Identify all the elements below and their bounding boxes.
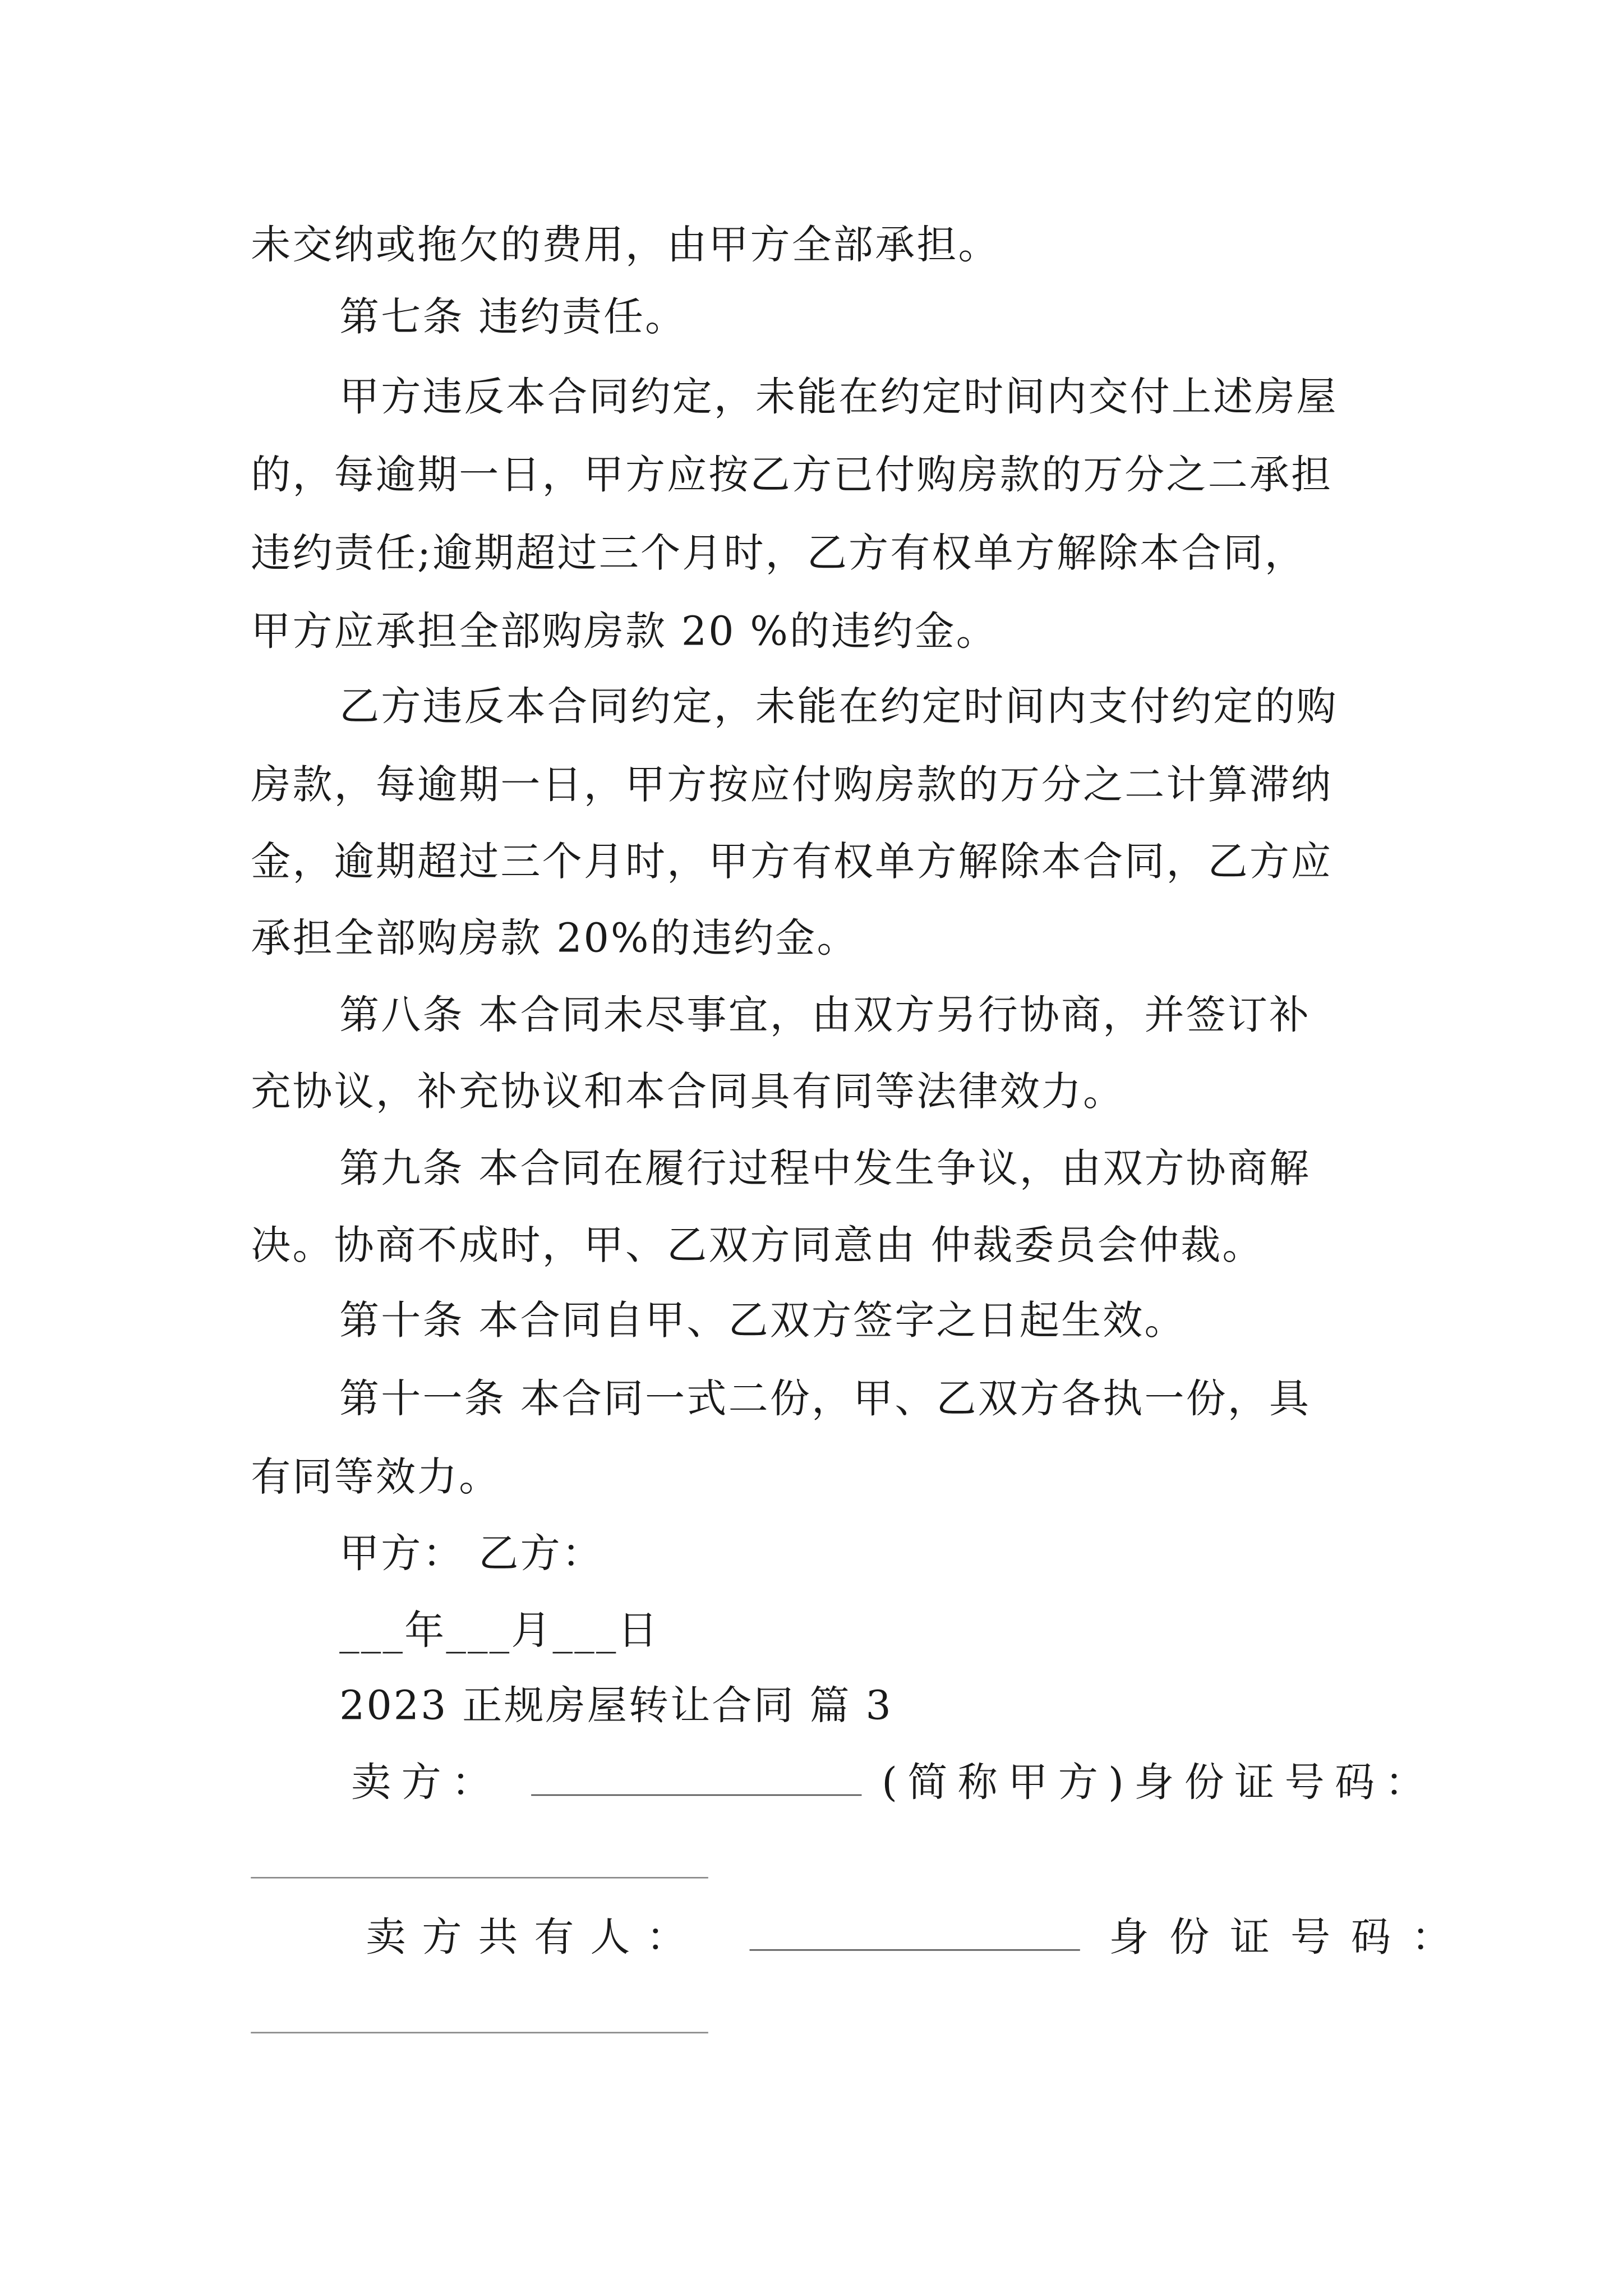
article-heading: 第八条 本合同未尽事宜，由双方另行协商，并签订补 xyxy=(339,993,1311,1039)
article-heading: 第七条 违约责任。 xyxy=(339,295,687,341)
seller-suffix: (简称甲方)身份证号码： xyxy=(882,1760,1436,1806)
seller-line xyxy=(351,1759,1435,1809)
paragraph-line: 决。协商不成时，甲、乙双方同意由 仲裁委员会仲裁。 xyxy=(251,1223,1264,1269)
paragraph-line: 房款，每逾期一日，甲方按应付购房款的万分之二计算滞纳 xyxy=(251,762,1333,809)
section-title: 2023 正规房屋转让合同 篇 3 xyxy=(339,1683,893,1729)
paragraph-line: 有同等效力。 xyxy=(251,1455,501,1501)
paragraph-line: 未交纳或拖欠的费用，由甲方全部承担。 xyxy=(251,223,1000,269)
co-owner-suffix: 身份证号码： xyxy=(1109,1915,1472,1961)
article-heading: 第九条 本合同在履行过程中发生争议，由双方协商解 xyxy=(339,1146,1311,1193)
seller-name-blank xyxy=(531,1759,861,1796)
paragraph-line: 的，每逾期一日，甲方应按乙方已付购房款的万分之二承担 xyxy=(251,453,1333,499)
paragraph-line: 甲方违反本合同约定，未能在约定时间内交付上述房屋 xyxy=(339,375,1338,421)
article-heading: 第十一条 本合同一式二份，甲、乙双方各执一份，具 xyxy=(339,1377,1311,1423)
co-owner-line xyxy=(366,1914,1472,1964)
seller-id-blank xyxy=(251,1877,708,1879)
seller-label: 卖方： xyxy=(351,1760,502,1806)
paragraph-line: 金，逾期超过三个月时，甲方有权单方解除本合同，乙方应 xyxy=(251,839,1333,886)
paragraph-line: 乙方违反本合同约定，未能在约定时间内支付约定的购 xyxy=(339,684,1338,731)
paragraph-line: 承担全部购房款 20%的违约金。 xyxy=(251,916,859,963)
paragraph-line: 充协议，补充协议和本合同具有同等法律效力。 xyxy=(251,1070,1125,1116)
signature-date: ___年___月___日 xyxy=(339,1608,660,1654)
article-heading: 第十条 本合同自甲、乙双方签字之日起生效。 xyxy=(339,1298,1186,1345)
signature-parties: 甲方： 乙方： xyxy=(339,1531,603,1578)
paragraph-line: 甲方应承担全部购房款 20 %的违约金。 xyxy=(251,609,998,655)
co-owner-id-blank xyxy=(251,2032,708,2033)
co-owner-name-blank xyxy=(749,1914,1080,1951)
co-owner-label: 卖方共有人： xyxy=(366,1915,703,1961)
paragraph-line: 违约责任;逾期超过三个月时，乙方有权单方解除本合同， xyxy=(251,531,1307,577)
